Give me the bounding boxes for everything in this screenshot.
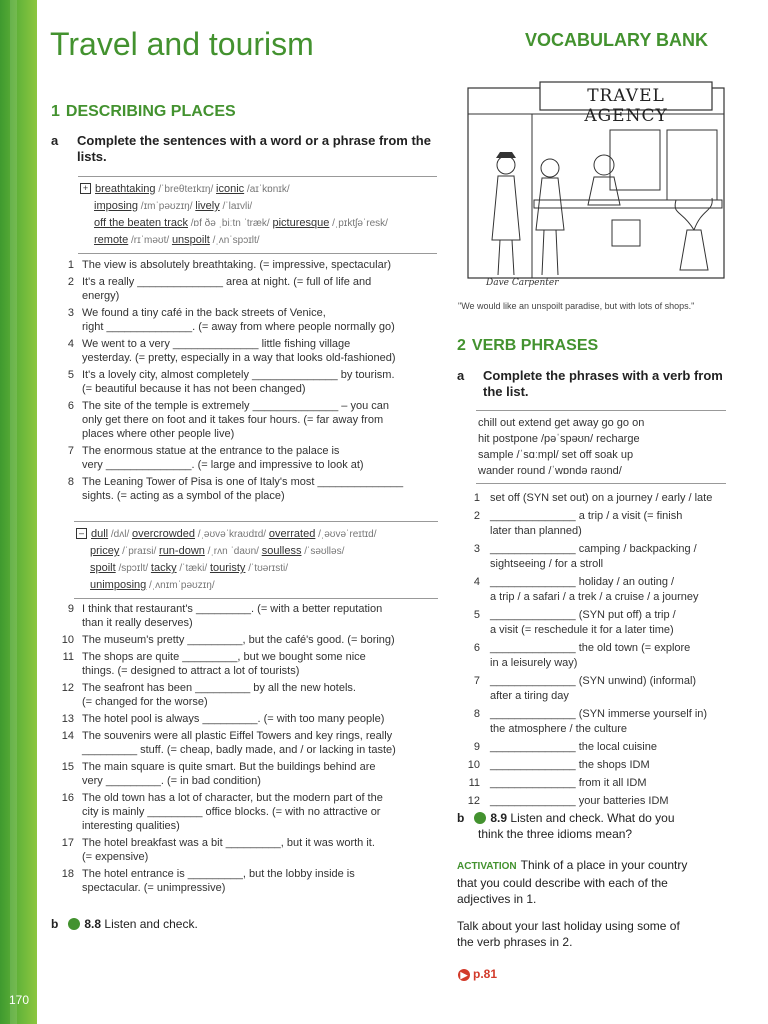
items-list-1 (60, 258, 445, 518)
page-reference-text: p.81 (473, 967, 498, 981)
word-box-row (76, 560, 436, 577)
pronunciation: /ˈlaɪvli/ (219, 201, 253, 212)
item-number: 18 (61, 868, 74, 880)
item-text-line: The hotel pool is always _________. (= with too many people) (82, 713, 385, 725)
word-box-row (76, 577, 436, 594)
page-reference-link[interactable] (458, 967, 497, 981)
pronunciation: /ˈsəʊlləs/ (301, 546, 345, 557)
item-text-line: ______________ the shops IDM (490, 759, 650, 771)
pronunciation: /ˌəʊvəˈreɪtɪd/ (315, 529, 377, 540)
item-number: 10 (61, 634, 74, 646)
item-text-line: in a leisurely way) (490, 657, 578, 669)
word-box-row (76, 526, 436, 543)
item-text-line: places where other people live) (82, 428, 235, 440)
vocab-word: pricey (90, 545, 120, 557)
item-text-line: very _________. (= in bad condition) (82, 775, 261, 787)
activation-label: ACTIVATION (457, 861, 517, 872)
section-1a-instruction (51, 133, 441, 165)
vocab-word: unimposing (90, 579, 147, 591)
pronunciation: /ˈtæki/ (176, 563, 210, 574)
item-text-line: The shops are quite _________, but we bought some nice (82, 651, 366, 663)
section-2-heading (457, 337, 598, 355)
item-text-line: The museum's pretty _________, but the café's good. (= boring) (82, 634, 395, 646)
item-text-line: yesterday. (= pretty, especially in a way that looks old-fashioned) (82, 352, 396, 364)
vocab-word: tacky (150, 562, 177, 574)
item-text-line: (= expensive) (82, 851, 149, 863)
word-box-positive (78, 176, 437, 254)
exercise-letter: a (51, 133, 59, 148)
expand-collapse-icon[interactable]: – (76, 528, 87, 539)
item-text-line: ______________ camping / backpacking / (490, 543, 697, 555)
verb-list-box (476, 410, 726, 484)
item-text-line: The souvenirs were all plastic Eiffel Towers and key rings, really (82, 730, 393, 742)
section-number: 1 (51, 103, 60, 120)
verb-list-row: chill out extend get away go go on (478, 417, 645, 429)
item-text-line: ______________ (SYN immerse yourself in) (490, 708, 708, 720)
word-box-row (80, 181, 435, 198)
item-text-line: only get there on foot and it takes four hours. (= far away from (82, 414, 384, 426)
cartoon-caption: "We would like an unspoilt paradise, but with lots of shops." (458, 301, 695, 311)
instruction-line: Complete the sentences with a word or a phrase from the (77, 133, 431, 148)
item-number: 9 (473, 741, 480, 753)
verb-items-list (462, 491, 742, 807)
expand-collapse-icon[interactable]: + (80, 183, 91, 194)
vocab-word: iconic (216, 183, 245, 195)
verb-list-row: wander round /ˈwɒndə raʊnd/ (478, 465, 622, 477)
exercise-letter: a (457, 368, 465, 383)
item-text-line: (= beautiful because it has not been changed) (82, 383, 306, 395)
item-number: 12 (61, 682, 74, 694)
item-text-line: ______________ (SYN put off) a trip / (490, 609, 676, 621)
item-text-line: than it really deserves) (82, 617, 193, 629)
vocab-word: breathtaking (95, 183, 156, 195)
item-number: 8 (67, 476, 74, 488)
item-text-line: after a tiring day (490, 690, 569, 702)
pronunciation: /ˌəʊvəˈkraʊdɪd/ (195, 529, 269, 540)
item-text-line: set off (SYN set out) on a journey / early / late (490, 492, 713, 504)
pronunciation: /spɔɪlt/ (115, 563, 151, 574)
item-text-line: The main square is quite smart. But the buildings behind are (82, 761, 376, 773)
item-text-line: It's a really ______________ area at night. (= full of life and (82, 276, 372, 288)
item-text-line: The old town has a lot of character, but the modern part of the (82, 792, 383, 804)
track-number: 8.9 (490, 811, 508, 825)
vocab-word: dull (91, 528, 109, 540)
section-title: VERB PHRASES (471, 337, 599, 354)
pronunciation: /dʌl/ (108, 529, 133, 540)
instruction-line: the list. (483, 384, 529, 399)
item-text-line: The site of the temple is extremely ______________ – you can (82, 400, 389, 412)
item-text-line: ______________ your batteries IDM (490, 795, 669, 807)
word-box-rows (76, 526, 436, 594)
word-box-negative (74, 521, 438, 599)
word-box-rows (80, 181, 435, 249)
vocab-word: lively (195, 200, 220, 212)
item-text-line: a visit (= reschedule it for a later time) (490, 624, 674, 636)
item-text-line: _________ stuff. (= cheap, badly made, and / or lacking in taste) (82, 744, 396, 756)
exercise-letter: b (51, 917, 59, 931)
item-number: 2 (473, 510, 480, 522)
item-text-line: right ______________. (= away from where people normally go) (82, 321, 395, 333)
travel-agency-cartoon (462, 80, 730, 295)
item-text-line: ______________ a trip / a visit (= finish (490, 510, 683, 522)
verb-list-row: sample /ˈsɑːmpl/ set off soak up (478, 449, 634, 461)
vocab-word: remote (94, 234, 129, 246)
vocab-word: soulless (261, 545, 302, 557)
word-box-row (80, 198, 435, 215)
section-number: 2 (457, 337, 466, 354)
item-text-line: ______________ (SYN unwind) (informal) (490, 675, 697, 687)
pronunciation: /ˌpɪktʃəˈresk/ (329, 218, 388, 229)
item-number: 7 (473, 675, 480, 687)
item-text-line: ______________ holiday / an outing / (490, 576, 675, 588)
listen-text: Listen and check. (104, 917, 198, 931)
item-text-line: It's a lovely city, almost completely ______________ by tourism. (82, 369, 395, 381)
items-list-2 (60, 602, 445, 922)
item-number: 12 (467, 795, 480, 807)
item-number: 13 (61, 713, 74, 725)
vocab-word: imposing (94, 200, 139, 212)
item-text-line: sightseeing / for a stroll (490, 558, 604, 570)
item-text-line: ______________ from it all IDM (490, 777, 647, 789)
margin-stripe (10, 0, 17, 1024)
item-number: 9 (67, 603, 74, 615)
item-number: 5 (473, 609, 480, 621)
pronunciation: /rɪˈməʊt/ (128, 235, 172, 246)
listen-and-check-1b (51, 917, 198, 931)
exercise-letter: b (457, 811, 465, 825)
green-margin-bar (0, 0, 37, 1024)
section-1-heading (51, 103, 236, 121)
item-text-line: city is mainly _________ office blocks. (= with no attractive or (82, 806, 381, 818)
item-number: 11 (62, 651, 74, 663)
activation-block (457, 857, 747, 907)
section-title: DESCRIBING PLACES (65, 103, 236, 120)
listen-text: Listen and check. What do you (510, 811, 675, 825)
item-number: 6 (67, 400, 74, 412)
item-text-line: The seafront has been _________ by all the new hotels. (82, 682, 356, 694)
talk-block (457, 918, 747, 950)
vocab-word: overcrowded (132, 528, 196, 540)
word-box-row (80, 232, 435, 249)
pronunciation: /ˌrʌn ˈdaʊn/ (204, 546, 262, 557)
item-number: 6 (473, 642, 480, 654)
item-text-line: The enormous statue at the entrance to the palace is (82, 445, 340, 457)
item-number: 5 (67, 369, 74, 381)
vocab-word: touristy (209, 562, 246, 574)
pronunciation: /aɪˈkɒnɪk/ (244, 184, 290, 195)
talk-line: the verb phrases in 2. (457, 935, 573, 949)
item-number: 1 (67, 259, 74, 271)
item-text-line: interesting qualities) (82, 820, 180, 832)
item-text-line: The Leaning Tower of Pisa is one of Italy's most ______________ (82, 476, 404, 488)
activation-line: Think of a place in your country (520, 858, 688, 872)
item-number: 3 (67, 307, 74, 319)
vocab-word: spoilt (90, 562, 116, 574)
item-number: 15 (61, 761, 74, 773)
audio-icon[interactable] (474, 812, 486, 824)
item-number: 17 (61, 837, 74, 849)
item-text-line: The view is absolutely breathtaking. (= impressive, spectacular) (82, 259, 392, 271)
vocabulary-bank-label: VOCABULARY BANK (525, 30, 709, 50)
pronunciation: /ˌʌnɪmˈpəʊzɪŋ/ (146, 580, 215, 591)
section-2a-instruction (457, 368, 747, 400)
item-text-line: We found a tiny café in the back streets of Venice, (82, 307, 326, 319)
instruction-line: Complete the phrases with a verb from (483, 368, 723, 383)
pronunciation: /ˈpraɪsi/ (119, 546, 160, 557)
pronunciation: /ɪmˈpəʊzɪŋ/ (138, 201, 196, 212)
activation-line: that you could describe with each of the (457, 876, 668, 890)
listen-text: think the three idioms mean? (478, 827, 633, 841)
activation-line: adjectives in 1. (457, 892, 537, 906)
word-box-row (80, 215, 435, 232)
vocab-word: unspoilt (171, 234, 210, 246)
cartoon-signature: Dave Carpenter (486, 278, 559, 288)
item-text-line: spectacular. (= unimpressive) (82, 882, 226, 894)
item-text-line: ______________ the old town (= explore (490, 642, 691, 654)
instruction-line: lists. (77, 149, 107, 164)
vocab-word: off the beaten track (94, 217, 188, 229)
item-number: 2 (67, 276, 74, 288)
verb-list-rows (478, 415, 724, 479)
track-number: 8.8 (84, 917, 102, 931)
item-text-line: (= changed for the worse) (82, 696, 208, 708)
item-number: 7 (67, 445, 74, 457)
item-text-line: We went to a very ______________ little fishing village (82, 338, 351, 350)
vocab-word: run-down (159, 545, 205, 557)
item-text-line: ______________ the local cuisine (490, 741, 657, 753)
arrow-icon: ▶ (458, 969, 470, 981)
item-text-line: The hotel entrance is _________, but the lobby inside is (82, 868, 355, 880)
pronunciation: /ˈbreθteɪkɪŋ/ (155, 184, 217, 195)
vocab-word: picturesque (272, 217, 330, 229)
item-number: 10 (467, 759, 480, 771)
listen-and-check-2b (457, 810, 675, 842)
pronunciation: /ɒf ðə ˌbiːtn ˈtræk/ (187, 218, 273, 229)
item-text-line: later than planned) (490, 525, 582, 537)
item-text-line: The hotel breakfast was a bit _________, but it was worth it. (82, 837, 375, 849)
item-text-line: things. (= designed to attract a lot of tourists) (82, 665, 300, 677)
vocab-word: overrated (268, 528, 316, 540)
talk-line: Talk about your last holiday using some of (457, 919, 680, 933)
pronunciation: /ˌʌnˈspɔɪlt/ (209, 235, 260, 246)
word-box-row (76, 543, 436, 560)
item-number: 14 (61, 730, 74, 742)
page-number: 170 (8, 993, 30, 1007)
item-number: 4 (67, 338, 74, 350)
pronunciation: /ˈtʊərɪsti/ (245, 563, 288, 574)
item-text-line: the atmosphere / the culture (490, 723, 627, 735)
item-number: 8 (473, 708, 480, 720)
item-number: 16 (61, 792, 74, 804)
item-text-line: a trip / a safari / a trek / a cruise / a journey (490, 591, 699, 603)
page-title: Travel and tourism (50, 26, 314, 62)
item-text-line: energy) (82, 290, 120, 302)
item-text-line: sights. (= acting as a symbol of the place) (82, 490, 285, 502)
agency-sign: TRAVEL AGENCY (584, 86, 668, 126)
item-number: 4 (473, 576, 480, 588)
audio-icon[interactable] (68, 918, 80, 930)
item-text-line: I think that restaurant's _________. (= with a better reputation (82, 603, 383, 615)
item-text-line: very ______________. (= large and impressive to look at) (82, 459, 364, 471)
item-number: 3 (473, 543, 480, 555)
verb-list-row: hit postpone /pəˈspəʊn/ recharge (478, 433, 640, 445)
item-number: 1 (473, 492, 480, 504)
item-number: 11 (468, 777, 480, 789)
